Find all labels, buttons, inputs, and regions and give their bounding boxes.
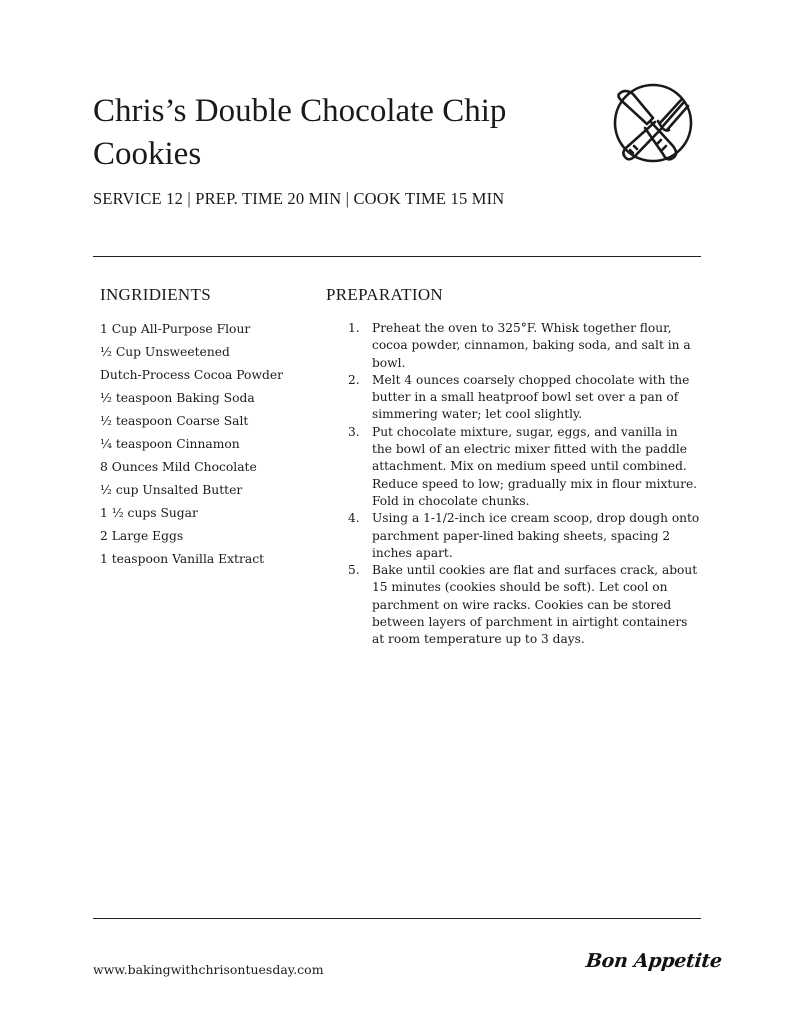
step-text: Using a 1-1/2-inch ice cream scoop, drop dough onto parchment paper-lined baking sheets, spacing 2 inches apart. bbox=[372, 511, 700, 560]
ingredient-item: ¼ teaspoon Cinnamon bbox=[100, 437, 240, 451]
ingredient-item: Dutch-Process Cocoa Powder bbox=[100, 368, 284, 382]
ingredient-item: 1 ½ cups Sugar bbox=[100, 506, 198, 520]
preparation-heading: PREPARATION bbox=[326, 285, 443, 304]
step-text: Bake until cookies are flat and surfaces crack, about 15 minutes (cookies should be soft). Let cool on parchment on wire racks. Cookies can be stored between layers of parchment in airtight containers at room temperature up to 3 days. bbox=[372, 563, 698, 647]
signoff-text: Bon Appetite bbox=[584, 950, 723, 972]
ingredient-item: 1 Cup All-Purpose Flour bbox=[100, 322, 251, 336]
ingredient-item: 8 Ounces Mild Chocolate bbox=[100, 460, 257, 474]
ingredients-list bbox=[100, 318, 310, 571]
step-number: 1. bbox=[348, 321, 360, 335]
knife-fork-icon bbox=[609, 80, 701, 166]
top-divider bbox=[93, 256, 701, 257]
ingredients-heading: INGRIDIENTS bbox=[100, 285, 211, 304]
ingredient-item: ½ cup Unsalted Butter bbox=[100, 483, 243, 497]
ingredient-item: 2 Large Eggs bbox=[100, 529, 184, 543]
preparation-steps bbox=[348, 320, 700, 649]
ingredient-item: ½ teaspoon Baking Soda bbox=[100, 391, 255, 405]
ingredient-item: ½ Cup Unsweetened bbox=[100, 345, 230, 359]
step-number: 4. bbox=[348, 511, 360, 526]
preparation-step bbox=[348, 320, 700, 372]
recipe-title: Chris’s Double Chocolate Chip Cookies bbox=[93, 93, 507, 172]
step-number: 5. bbox=[348, 563, 360, 578]
preparation-step bbox=[348, 372, 700, 424]
step-text: Put chocolate mixture, sugar, eggs, and vanilla in the bowl of an electric mixer fitted with the paddle attachment. Mix on medium speed until combined. Reduce speed to low; gradually mix in flour mixture. Fold in chocolate chunks. bbox=[372, 424, 698, 508]
ingredient-item: ½ teaspoon Coarse Salt bbox=[100, 414, 249, 428]
preparation-step bbox=[348, 562, 700, 648]
step-text: Melt 4 ounces coarsely chopped chocolate with the butter in a small heatproof bowl set over a pan of simmering water; let cool slightly. bbox=[372, 372, 690, 422]
preparation-step bbox=[348, 424, 700, 510]
recipe-meta: SERVICE 12 | PREP. TIME 20 MIN | COOK TIME 15 MIN bbox=[93, 189, 505, 208]
website-url: www.bakingwithchrisontuesday.com bbox=[93, 962, 324, 977]
step-text: Preheat the oven to 325°F. Whisk together flour, cocoa powder, cinnamon, baking soda, and salt in a bowl. bbox=[372, 321, 691, 370]
preparation-step bbox=[348, 510, 700, 562]
ingredient-item: 1 teaspoon Vanilla Extract bbox=[100, 552, 265, 566]
step-number: 2. bbox=[348, 372, 360, 387]
bottom-divider bbox=[93, 918, 701, 919]
step-number: 3. bbox=[348, 424, 360, 439]
